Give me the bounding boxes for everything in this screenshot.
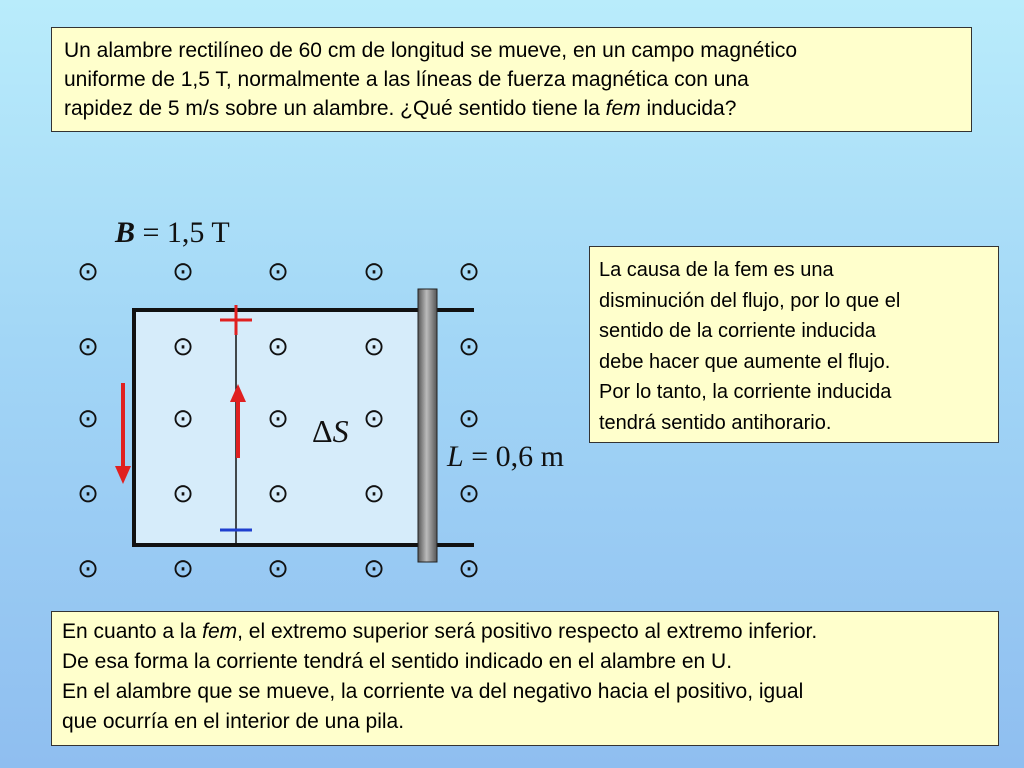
field-symbol: ⊙	[77, 479, 99, 509]
conclusion-line-1-end: , el extremo superior será positivo respecto al extremo inferior.	[237, 620, 818, 643]
field-symbol: ⊙	[458, 554, 480, 584]
cause-line: debe hacer que aumente el flujo.	[599, 350, 891, 373]
field-symbol: ⊙	[458, 479, 480, 509]
cause-line: Por lo tanto, la corriente inducida	[599, 381, 892, 403]
field-symbol: ⊙	[267, 332, 289, 362]
cause-line: sentido de la corriente inducida	[599, 320, 876, 342]
problem-line-2: uniforme de 1,5 T, normalmente a las líneas de fuerza magnética con una	[64, 68, 749, 91]
field-symbol: ⊙	[77, 257, 99, 287]
field-symbol: ⊙	[458, 332, 480, 362]
field-symbol: ⊙	[172, 332, 194, 362]
cause-line: La causa de la fem es una	[599, 259, 834, 281]
conclusion-line-1	[62, 617, 988, 647]
field-symbol: ⊙	[77, 554, 99, 584]
conclusion-line-2: De esa forma la corriente tendrá el sentido indicado en el alambre en U.	[62, 650, 733, 673]
field-strength-label	[114, 216, 230, 249]
field-value: = 1,5 T	[135, 216, 230, 249]
field-symbol: ⊙	[172, 257, 194, 287]
conclusion-line-4: que ocurría en el interior de una pila.	[62, 710, 405, 733]
field-symbol: ⊙	[77, 332, 99, 362]
area-label	[312, 413, 349, 449]
field-symbol: ⊙	[267, 479, 289, 509]
field-symbol: ⊙	[363, 404, 385, 434]
field-symbol: ⊙	[363, 332, 385, 362]
length-symbol: L	[447, 440, 464, 473]
field-symbol: ⊙	[363, 257, 385, 287]
field-symbol: ⊙	[267, 404, 289, 434]
problem-fem-term: fem	[605, 97, 641, 120]
conclusion-line-3: En el alambre que se mueve, la corriente va del negativo hacia el positivo, igual	[62, 680, 804, 703]
field-symbol: ⊙	[363, 554, 385, 584]
field-symbol: ⊙	[267, 554, 289, 584]
problem-line-1: Un alambre rectilíneo de 60 cm de longitud se mueve, en un campo magnético	[64, 39, 798, 62]
field-symbol: ⊙	[458, 257, 480, 287]
problem-line-3-start: rapidez de 5 m/s sobre un alambre. ¿Qué sentido tiene la	[64, 97, 606, 120]
field-symbol: ⊙	[172, 404, 194, 434]
length-value: = 0,6 m	[463, 440, 564, 473]
field-symbol-b: B	[115, 216, 136, 249]
conclusion-line-1-start: En cuanto a la	[62, 620, 203, 643]
conclusion-fem-term: fem	[202, 620, 238, 643]
field-symbol: ⊙	[77, 404, 99, 434]
field-symbol: ⊙	[363, 479, 385, 509]
moving-rod	[418, 289, 437, 562]
problem-line-3-end: inducida?	[640, 97, 737, 120]
current-arrow-down	[115, 383, 131, 484]
cause-line: tendrá sentido antihorario.	[599, 411, 832, 434]
field-symbol: ⊙	[458, 404, 480, 434]
cause-explanation-box	[589, 246, 999, 443]
area-symbol: S	[332, 413, 349, 449]
field-symbol: ⊙	[172, 479, 194, 509]
area-delta: Δ	[312, 413, 333, 449]
field-symbol: ⊙	[172, 554, 194, 584]
length-label	[446, 440, 564, 473]
field-symbol: ⊙	[267, 257, 289, 287]
conclusion-box	[51, 611, 999, 746]
cause-line: disminución del flujo, por lo que el	[599, 289, 901, 312]
